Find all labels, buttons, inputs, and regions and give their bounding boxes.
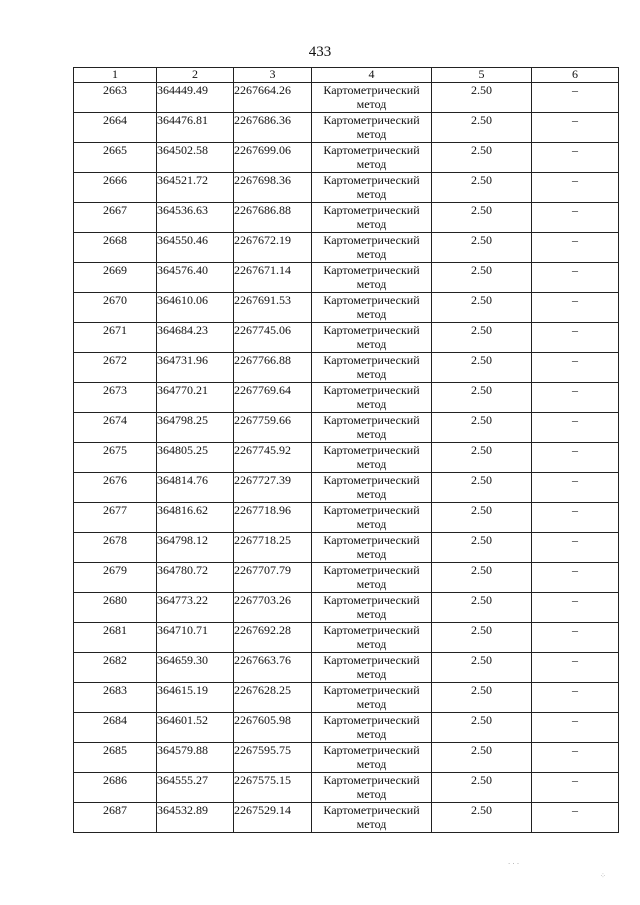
precision-cell: 2.50: [432, 113, 532, 143]
table-row: [74, 683, 619, 713]
note-cell: –: [532, 503, 619, 533]
x-coordinate-cell: 364684.23: [157, 323, 234, 353]
table-row: [74, 503, 619, 533]
note-cell: –: [532, 113, 619, 143]
y-coordinate-cell: 2267686.88: [234, 203, 312, 233]
x-coordinate-cell: 364476.81: [157, 113, 234, 143]
table-row: [74, 293, 619, 323]
x-coordinate-cell: 364798.25: [157, 413, 234, 443]
page-number: 433: [308, 44, 332, 60]
table-row: [74, 773, 619, 803]
x-coordinate-cell: 364536.63: [157, 203, 234, 233]
table-row: [74, 413, 619, 443]
y-coordinate-cell: 2267664.26: [234, 83, 312, 113]
table-row: [74, 713, 619, 743]
precision-cell: 2.50: [432, 383, 532, 413]
y-coordinate-cell: 2267703.26: [234, 593, 312, 623]
method-cell: Картометрический метод: [312, 113, 432, 143]
table-row: [74, 803, 619, 833]
x-coordinate-cell: 364502.58: [157, 143, 234, 173]
point-number-cell: 2668: [74, 233, 157, 263]
x-coordinate-cell: 364579.88: [157, 743, 234, 773]
coordinates-table: [73, 67, 619, 833]
table-row: [74, 383, 619, 413]
point-number-cell: 2672: [74, 353, 157, 383]
precision-cell: 2.50: [432, 533, 532, 563]
method-cell: Картометрический метод: [312, 743, 432, 773]
method-cell: Картометрический метод: [312, 203, 432, 233]
note-cell: –: [532, 653, 619, 683]
table-row: [74, 323, 619, 353]
scan-mark: · · ·: [508, 860, 520, 868]
precision-cell: 2.50: [432, 803, 532, 833]
point-number-cell: 2679: [74, 563, 157, 593]
y-coordinate-cell: 2267663.76: [234, 653, 312, 683]
precision-cell: 2.50: [432, 593, 532, 623]
y-coordinate-cell: 2267691.53: [234, 293, 312, 323]
point-number-cell: 2687: [74, 803, 157, 833]
y-coordinate-cell: 2267759.66: [234, 413, 312, 443]
table-row: [74, 653, 619, 683]
note-cell: –: [532, 803, 619, 833]
method-cell: Картометрический метод: [312, 233, 432, 263]
x-coordinate-cell: 364555.27: [157, 773, 234, 803]
precision-cell: 2.50: [432, 773, 532, 803]
method-cell: Картометрический метод: [312, 353, 432, 383]
x-coordinate-cell: 364610.06: [157, 293, 234, 323]
precision-cell: 2.50: [432, 143, 532, 173]
point-number-cell: 2664: [74, 113, 157, 143]
method-cell: Картометрический метод: [312, 683, 432, 713]
precision-cell: 2.50: [432, 83, 532, 113]
precision-cell: 2.50: [432, 293, 532, 323]
note-cell: –: [532, 473, 619, 503]
note-cell: –: [532, 263, 619, 293]
y-coordinate-cell: 2267698.36: [234, 173, 312, 203]
point-number-cell: 2670: [74, 293, 157, 323]
y-coordinate-cell: 2267672.19: [234, 233, 312, 263]
precision-cell: 2.50: [432, 443, 532, 473]
x-coordinate-cell: 364798.12: [157, 533, 234, 563]
column-header: 6: [532, 68, 619, 83]
table-row: [74, 623, 619, 653]
point-number-cell: 2669: [74, 263, 157, 293]
note-cell: –: [532, 413, 619, 443]
y-coordinate-cell: 2267595.75: [234, 743, 312, 773]
note-cell: –: [532, 773, 619, 803]
x-coordinate-cell: 364814.76: [157, 473, 234, 503]
column-header: 1: [74, 68, 157, 83]
table-row: [74, 743, 619, 773]
precision-cell: 2.50: [432, 743, 532, 773]
precision-cell: 2.50: [432, 563, 532, 593]
point-number-cell: 2673: [74, 383, 157, 413]
y-coordinate-cell: 2267628.25: [234, 683, 312, 713]
table-row: [74, 593, 619, 623]
x-coordinate-cell: 364601.52: [157, 713, 234, 743]
point-number-cell: 2680: [74, 593, 157, 623]
note-cell: –: [532, 533, 619, 563]
note-cell: –: [532, 743, 619, 773]
method-cell: Картометрический метод: [312, 563, 432, 593]
method-cell: Картометрический метод: [312, 503, 432, 533]
x-coordinate-cell: 364659.30: [157, 653, 234, 683]
note-cell: –: [532, 713, 619, 743]
point-number-cell: 2671: [74, 323, 157, 353]
y-coordinate-cell: 2267686.36: [234, 113, 312, 143]
table-row: [74, 173, 619, 203]
table-row: [74, 473, 619, 503]
y-coordinate-cell: 2267529.14: [234, 803, 312, 833]
point-number-cell: 2667: [74, 203, 157, 233]
note-cell: –: [532, 623, 619, 653]
method-cell: Картометрический метод: [312, 443, 432, 473]
precision-cell: 2.50: [432, 233, 532, 263]
x-coordinate-cell: 364576.40: [157, 263, 234, 293]
note-cell: –: [532, 203, 619, 233]
table-row: [74, 143, 619, 173]
precision-cell: 2.50: [432, 473, 532, 503]
table-row: [74, 233, 619, 263]
point-number-cell: 2678: [74, 533, 157, 563]
point-number-cell: 2677: [74, 503, 157, 533]
note-cell: –: [532, 293, 619, 323]
note-cell: –: [532, 593, 619, 623]
method-cell: Картометрический метод: [312, 293, 432, 323]
x-coordinate-cell: 364731.96: [157, 353, 234, 383]
y-coordinate-cell: 2267769.64: [234, 383, 312, 413]
note-cell: –: [532, 83, 619, 113]
x-coordinate-cell: 364615.19: [157, 683, 234, 713]
y-coordinate-cell: 2267745.06: [234, 323, 312, 353]
x-coordinate-cell: 364773.22: [157, 593, 234, 623]
point-number-cell: 2666: [74, 173, 157, 203]
method-cell: Картометрический метод: [312, 653, 432, 683]
precision-cell: 2.50: [432, 413, 532, 443]
x-coordinate-cell: 364780.72: [157, 563, 234, 593]
precision-cell: 2.50: [432, 503, 532, 533]
point-number-cell: 2665: [74, 143, 157, 173]
precision-cell: 2.50: [432, 623, 532, 653]
table-row: [74, 263, 619, 293]
x-coordinate-cell: 364816.62: [157, 503, 234, 533]
method-cell: Картометрический метод: [312, 803, 432, 833]
note-cell: –: [532, 353, 619, 383]
scan-mark: ⁘: [600, 872, 606, 880]
x-coordinate-cell: 364521.72: [157, 173, 234, 203]
method-cell: Картометрический метод: [312, 173, 432, 203]
table-row: [74, 83, 619, 113]
point-number-cell: 2686: [74, 773, 157, 803]
note-cell: –: [532, 323, 619, 353]
x-coordinate-cell: 364449.49: [157, 83, 234, 113]
y-coordinate-cell: 2267718.25: [234, 533, 312, 563]
note-cell: –: [532, 233, 619, 263]
table-row: [74, 113, 619, 143]
method-cell: Картометрический метод: [312, 473, 432, 503]
column-header: 2: [157, 68, 234, 83]
x-coordinate-cell: 364770.21: [157, 383, 234, 413]
table-row: [74, 533, 619, 563]
note-cell: –: [532, 383, 619, 413]
point-number-cell: 2681: [74, 623, 157, 653]
y-coordinate-cell: 2267605.98: [234, 713, 312, 743]
y-coordinate-cell: 2267766.88: [234, 353, 312, 383]
table-body: [74, 83, 619, 833]
precision-cell: 2.50: [432, 323, 532, 353]
x-coordinate-cell: 364710.71: [157, 623, 234, 653]
precision-cell: 2.50: [432, 173, 532, 203]
point-number-cell: 2685: [74, 743, 157, 773]
method-cell: Картометрический метод: [312, 713, 432, 743]
method-cell: Картометрический метод: [312, 143, 432, 173]
column-header: 3: [234, 68, 312, 83]
point-number-cell: 2683: [74, 683, 157, 713]
precision-cell: 2.50: [432, 263, 532, 293]
method-cell: Картометрический метод: [312, 533, 432, 563]
note-cell: –: [532, 143, 619, 173]
method-cell: Картометрический метод: [312, 83, 432, 113]
note-cell: –: [532, 683, 619, 713]
note-cell: –: [532, 173, 619, 203]
y-coordinate-cell: 2267718.96: [234, 503, 312, 533]
table-row: [74, 353, 619, 383]
point-number-cell: 2675: [74, 443, 157, 473]
table-row: [74, 443, 619, 473]
header-row: [74, 68, 619, 83]
x-coordinate-cell: 364550.46: [157, 233, 234, 263]
method-cell: Картометрический метод: [312, 323, 432, 353]
x-coordinate-cell: 364805.25: [157, 443, 234, 473]
method-cell: Картометрический метод: [312, 623, 432, 653]
point-number-cell: 2676: [74, 473, 157, 503]
precision-cell: 2.50: [432, 353, 532, 383]
note-cell: –: [532, 563, 619, 593]
point-number-cell: 2684: [74, 713, 157, 743]
y-coordinate-cell: 2267727.39: [234, 473, 312, 503]
note-cell: –: [532, 443, 619, 473]
method-cell: Картометрический метод: [312, 413, 432, 443]
y-coordinate-cell: 2267575.15: [234, 773, 312, 803]
y-coordinate-cell: 2267692.28: [234, 623, 312, 653]
table-row: [74, 203, 619, 233]
y-coordinate-cell: 2267745.92: [234, 443, 312, 473]
y-coordinate-cell: 2267699.06: [234, 143, 312, 173]
point-number-cell: 2674: [74, 413, 157, 443]
precision-cell: 2.50: [432, 683, 532, 713]
method-cell: Картометрический метод: [312, 263, 432, 293]
y-coordinate-cell: 2267707.79: [234, 563, 312, 593]
method-cell: Картометрический метод: [312, 383, 432, 413]
precision-cell: 2.50: [432, 653, 532, 683]
method-cell: Картометрический метод: [312, 593, 432, 623]
point-number-cell: 2663: [74, 83, 157, 113]
table-row: [74, 563, 619, 593]
point-number-cell: 2682: [74, 653, 157, 683]
x-coordinate-cell: 364532.89: [157, 803, 234, 833]
precision-cell: 2.50: [432, 203, 532, 233]
method-cell: Картометрический метод: [312, 773, 432, 803]
y-coordinate-cell: 2267671.14: [234, 263, 312, 293]
column-header: 4: [312, 68, 432, 83]
precision-cell: 2.50: [432, 713, 532, 743]
column-header: 5: [432, 68, 532, 83]
